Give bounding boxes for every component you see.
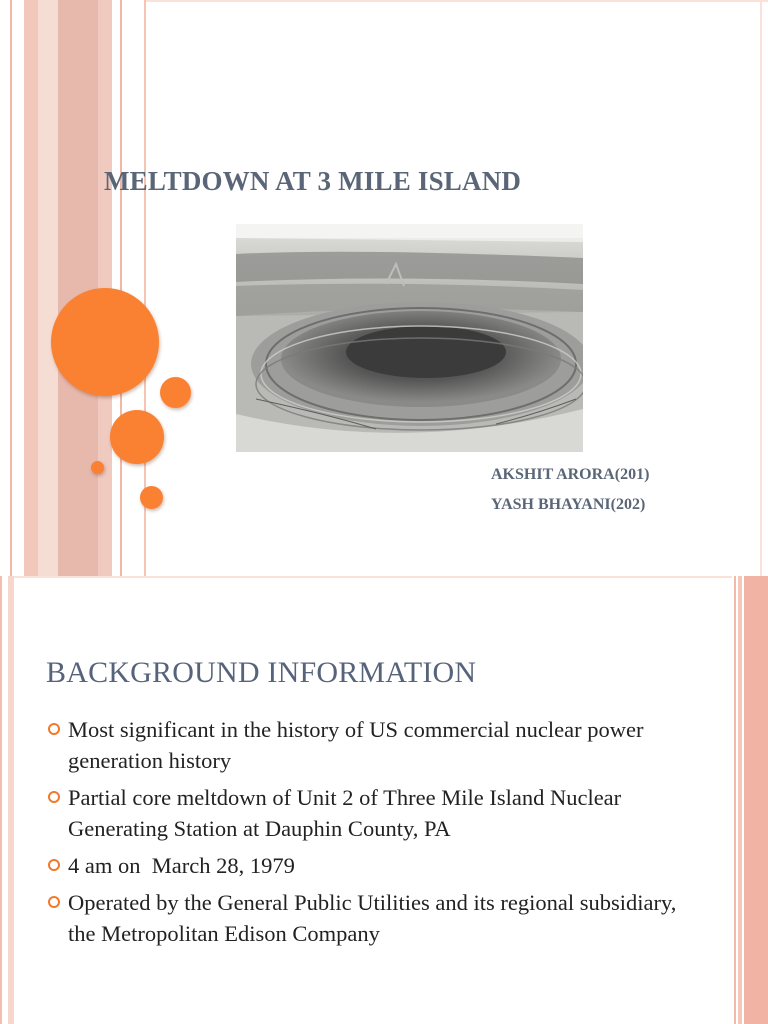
ring-bullet-icon [48, 723, 60, 735]
decorative-band [38, 0, 58, 576]
bullet-item [46, 887, 686, 949]
crater-photo [236, 224, 583, 452]
decorative-frame [14, 576, 732, 578]
decorative-circle [140, 486, 163, 509]
bullet-text: Most significant in the history of US commercial nuclear power generation history [68, 717, 644, 773]
bullet-list [46, 714, 686, 955]
decorative-band [120, 0, 122, 576]
bullet-text: 4 am on March 28, 1979 [68, 853, 295, 878]
decorative-band [734, 576, 736, 1024]
bullet-text: Operated by the General Public Utilities and its regional subsidiary, the Metropolitan Edison Company [68, 890, 677, 946]
decorative-frame [146, 0, 768, 2]
bullet-text: Partial core meltdown of Unit 2 of Three Mile Island Nuclear Generating Station at Dauphin County, PA [68, 785, 622, 841]
ring-bullet-icon [48, 859, 60, 871]
decorative-band [58, 0, 98, 576]
decorative-band [738, 576, 742, 1024]
bullet-item [46, 782, 686, 844]
decorative-circle [160, 377, 191, 408]
author-name: YASH BHAYANI(202) [491, 496, 646, 513]
decorative-frame [760, 0, 762, 576]
bullet-item [46, 714, 686, 776]
decorative-circle [91, 461, 104, 474]
decorative-band [744, 576, 768, 1024]
ring-bullet-icon [48, 791, 60, 803]
decorative-band [24, 0, 38, 576]
ring-bullet-icon [48, 896, 60, 908]
decorative-band [0, 576, 2, 1024]
slide-title: MELTDOWN AT 3 MILE ISLAND [104, 166, 522, 196]
bullet-item [46, 850, 686, 881]
slide-title: BACKGROUND INFORMATION [46, 656, 477, 689]
decorative-band [8, 576, 14, 1024]
content-slide [0, 576, 768, 1024]
author-name: AKSHIT ARORA(201) [491, 466, 650, 483]
decorative-band [10, 0, 12, 576]
decorative-circle [51, 288, 159, 396]
decorative-circle [110, 410, 164, 464]
